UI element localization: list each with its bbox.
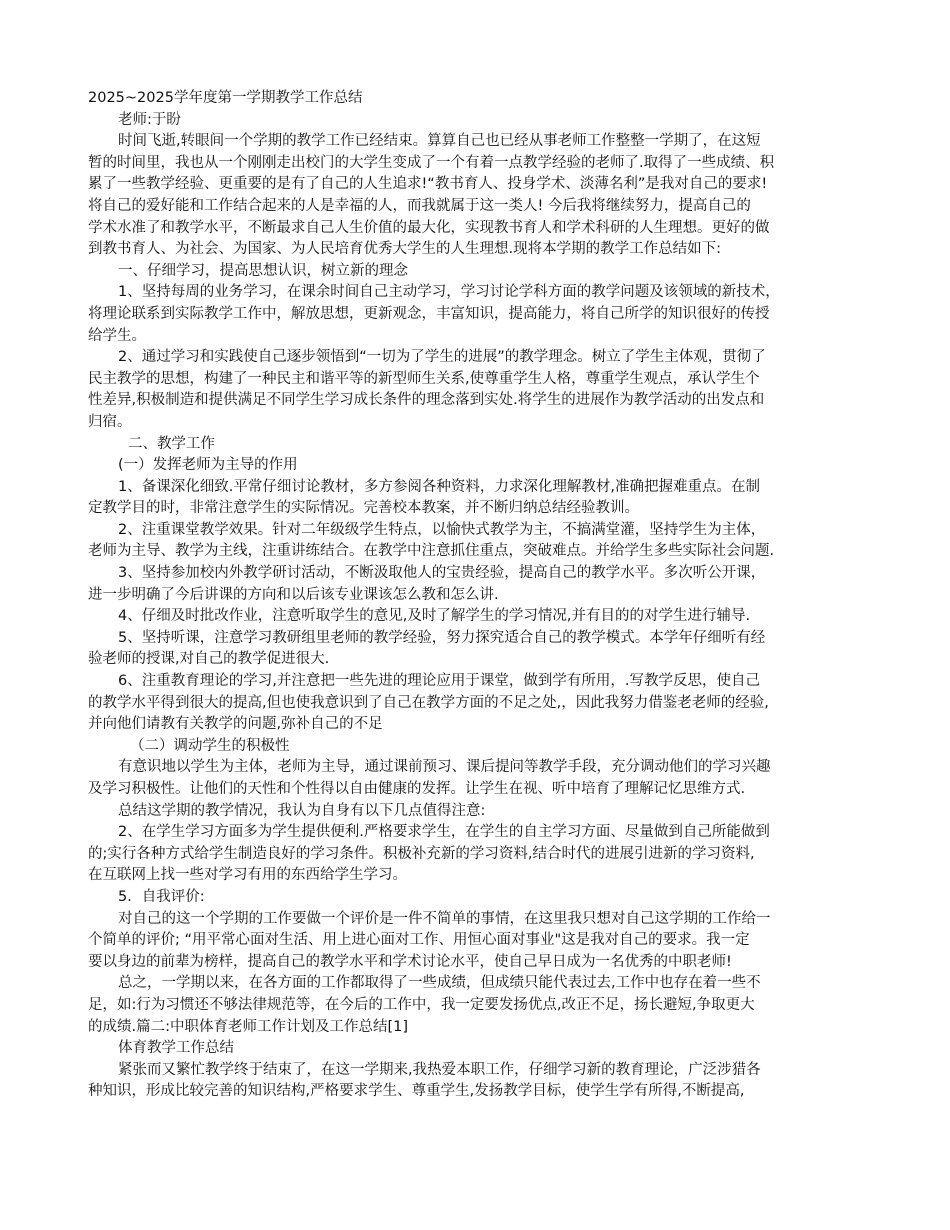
paragraph-line: 紧张而又繁忙教学终于结束了，在这一学期来,我热爱本职工作，仔细学习新的教育理论，广泛涉猎各 bbox=[118, 1061, 761, 1078]
paragraph-line: 并向他们请教有关教学的问题,弥补自己的不足 bbox=[88, 716, 383, 733]
paragraph-line: 将自己的爱好能和工作结合起来的人是幸福的人，而我就属于这一类人! 今后我将继续努力，提高自己的 bbox=[88, 197, 751, 214]
paragraph-line: 累了一些教学经验、更重要的是有了自己的人生追求!“教书育人、投身学术、淡薄名利”是我对自己的要求! bbox=[88, 176, 768, 193]
paragraph-line: 2、注重课堂教学效果。针对二年级级学生特点，以愉快式教学为主，不搞满堂灌，坚持学生为主体， bbox=[118, 521, 766, 538]
section-heading: 5．自我评价: bbox=[118, 888, 205, 905]
paragraph-line: 性差异,积极制造和提供满足不同学生学习成长条件的理念落到实处.将学生的进展作为教学活动的出发点和 bbox=[88, 392, 765, 409]
paragraph-line: 民主教学的思想，构建了一种民主和谐平等的新型师生关系,使尊重学生人格，尊重学生观点，承认学生个 bbox=[88, 370, 760, 387]
paragraph-line: 学术水准了和教学水平，不断最求自己人生价值的最大化，实现教书育人和学术科研的人生理想。更好的做 bbox=[88, 219, 770, 236]
section-heading: 一、仔细学习，提高思想认识，树立新的理念 bbox=[118, 262, 408, 279]
section-heading: 二、教学工作 bbox=[128, 435, 215, 452]
paragraph-line: 要以身边的前辈为榜样，提高自己的教学水平和学术讨论水平，使自己早日成为一名优秀的中职老师! bbox=[88, 953, 732, 970]
paragraph-line: 验老师的授课,对自己的教学促进很大. bbox=[88, 651, 330, 668]
paragraph-line: 的;实行各种方式给学生制造良好的学习条件。积极补充新的学习资料,结合时代的进展引进新的学习资料, bbox=[88, 845, 755, 862]
paragraph-line: 2、在学生学习方面多为学生提供便利.严格要求学生，在学生的自主学习方面、尽量做到自己所能做到 bbox=[118, 824, 770, 841]
paragraph-line: 的成绩.篇二:中职体育老师工作计划及工作总结[1] bbox=[88, 1018, 409, 1035]
subsection-heading: (一）发挥老师为主导的作用 bbox=[118, 457, 298, 474]
paragraph-line: 时间飞逝,转眼间一个学期的教学工作已经结束。算算自己也已经从事老师工作整整一学期了，在这短 bbox=[118, 133, 761, 150]
paragraph-line: 种知识，形成比较完善的知识结构,严格要求学生、尊重学生,发扬教学目标，使学生学有所得,不断提高, bbox=[88, 1083, 745, 1100]
paragraph-line: 4、仔细及时批改作业，注意听取学生的意见,及时了解学生的学习情况,并有目的的对学生进行辅导. bbox=[118, 608, 751, 625]
paragraph-line: 归宿。 bbox=[88, 413, 132, 430]
paragraph-line: 足，如:行为习惯还不够法律规范等，在今后的工作中，我一定要发扬优点,改正不足，扬长避短,争取更大 bbox=[88, 996, 755, 1013]
paragraph-line: 6、注重教育理论的学习,并注意把一些先进的理论应用于课堂，做到学有所用，.写教学反思，使自己 bbox=[118, 673, 760, 690]
paragraph-line: 3、坚持参加校内外教学研讨活动，不断汲取他人的宝贵经验，提高自己的教学水平。多次听公开课， bbox=[118, 565, 766, 582]
paragraph-line: 进一步明确了今后讲课的方向和以后该专业课该怎么教和怎么讲. bbox=[88, 586, 499, 603]
paragraph-line: 总之，一学期以来，在各方面的工作都取得了一些成绩，但成绩只能代表过去,工作中也存在着一些不 bbox=[118, 975, 761, 992]
paragraph-line: 总结这学期的教学情况，我认为自身有以下几点值得注意: bbox=[118, 802, 486, 819]
paragraph-line: 5、坚持听课，注意学习教研组里老师的教学经验，努力探究适合自己的教学模式。本学年仔细听有经 bbox=[118, 629, 766, 646]
paragraph-line: 1、坚持每周的业务学习，在课余时间自己主动学习，学习讨论学科方面的教学问题及该领域的新技术， bbox=[118, 284, 780, 301]
paragraph-line: 到教书育人、为社会、为国家、为人民培育优秀大学生的人生理想.现将本学期的教学工作总结如下: bbox=[88, 241, 721, 258]
paragraph-line: 给学生。 bbox=[88, 327, 146, 344]
subsection-heading: （二）调动学生的积极性 bbox=[130, 737, 290, 754]
document-title: 2025~2025学年度第一学期教学工作总结 bbox=[88, 90, 363, 106]
section-heading: 体育教学工作总结 bbox=[118, 1040, 234, 1057]
paragraph-line: 2、通过学习和实践使自己逐步领悟到“一切为了学生的进展”的教学理念。树立了学生主体观，贯彻了 bbox=[118, 349, 766, 366]
paragraph-line: 1、备课深化细致.平常仔细讨论教材，多方参阅各种资料，力求深化理解教材,准确把握难重点。在制 bbox=[118, 478, 760, 495]
paragraph-line: 在互联网上找一些对学习有用的东西给学生学习。 bbox=[88, 867, 407, 884]
paragraph-line: 老师为主导、教学为主线，注重讲练结合。在教学中注意抓住重点，突破难点。并给学生多些实际社会问题. bbox=[88, 543, 775, 560]
paragraph-line: 有意识地以学生为主体，老师为主导，通过课前预习、课后提问等教学手段，充分调动他们的学习兴趣 bbox=[118, 759, 771, 776]
teacher-name: 老师:于盼 bbox=[118, 111, 181, 128]
paragraph-line: 的教学水平得到很大的提高,但也使我意识到了自己在教学方面的不足之处,，因此我努力借鉴老老师的经验, bbox=[88, 694, 769, 711]
paragraph-line: 个简单的评价; “用平常心面对生活、用上进心面对工作、用恒心面对事业"这是我对自己的要求。我一定 bbox=[88, 932, 750, 949]
paragraph-line: 暂的时间里，我也从一个刚刚走出校门的大学生变成了一个有着一点教学经验的老师了.取得了一些成绩、积 bbox=[88, 154, 775, 171]
paragraph-line: 将理论联系到实际教学工作中，解放思想，更新观念，丰富知识，提高能力，将自己所学的知识很好的传授 bbox=[88, 305, 770, 322]
paragraph-line: 及学习积极性。让他们的天性和个性得以自由健康的发挥。让学生在视、听中培育了理解记忆思维方式. bbox=[88, 781, 746, 797]
paragraph-line: 定教学目的时，非常注意学生的实际情况。完善校本教案，并不断归纳总结经验教训。 bbox=[88, 500, 639, 517]
paragraph-line: 对自己的这一个学期的工作要做一个评价是一件不简单的事情，在这里我只想对自己这学期的工作给一 bbox=[118, 910, 771, 927]
